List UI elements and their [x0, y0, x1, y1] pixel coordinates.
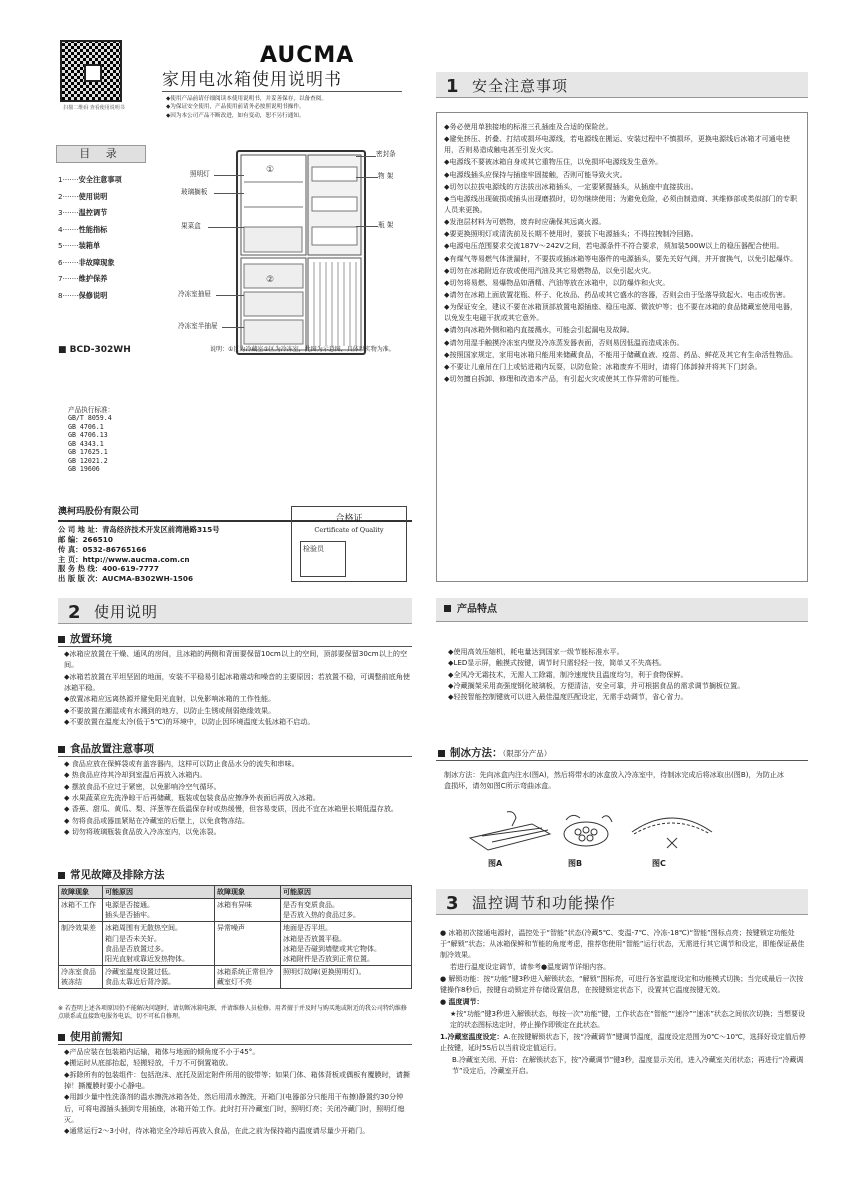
standard-item: GB/T 8059.4 — [68, 414, 112, 423]
faults-heading: 常见故障及排除方法 — [58, 868, 165, 883]
prep-item: ◆用卸少量中性洗涤剂的温水擦洗冰箱各处，然后用清水擦洗，开箱门(电器部分只能用干布擦)静置约30分钟后，可将电源插头插到专用插座，冰箱开始工作。此时打开冷藏室门时，照明灯亮；关闭冷藏门时，照明灯熄灭。 — [64, 1092, 405, 1125]
safety-item: ◆有煤气等易燃气体泄漏时，不要拔或插冰箱等电器件的电源插头，要先关好气阀，并开窗换气，以免引起爆炸。 — [444, 253, 798, 263]
safety-item: ◆请勿向冰箱外侧和箱内直接溅水，可能会引起漏电及故障。 — [444, 325, 634, 335]
feature-item: ◆使用高效压缩机，耗电量达到国家一级节能标准水平。 — [448, 647, 624, 656]
label-seal: 密封条 — [376, 150, 396, 158]
toc-item[interactable]: 2·······使用说明 — [58, 191, 108, 201]
toc-item[interactable]: 6·······非故障现象 — [58, 257, 115, 267]
inspector-box: 检验员 — [300, 541, 346, 577]
section3-intro: 若进行温度设定调节，请参考●温度调节详细内容。 — [450, 962, 611, 971]
quality-certificate — [291, 506, 407, 582]
features-list — [448, 646, 804, 703]
standard-item: GB 17625.1 — [68, 448, 108, 457]
toc-item[interactable]: 1·······安全注意事项 — [58, 175, 122, 184]
fault-causes: 地面是否平坦。 冰箱是否放置平稳。 冰箱是否碰到墙壁或其它物体。 冰箱附件是否放到正常位置。 — [281, 922, 412, 966]
fault-table — [58, 885, 412, 989]
svg-text:①: ① — [266, 165, 275, 175]
safety-item: ◆切勿擅自拆卸、修理和改造本产品，有引起火灾或使其工作异常的可能性。 — [444, 374, 684, 384]
label-door-rack: 物 架 — [378, 172, 394, 180]
safety-item: ◆发泡层材料为可燃物，废弃时应确保其远离火源。 — [444, 217, 606, 226]
toc-item[interactable]: 4·······性能指标 — [58, 224, 108, 234]
header-note: ◆使用产品前请仔细阅读本使用说明书，并妥善保存，以备查阅。 — [166, 96, 327, 102]
ice-tray-a — [470, 812, 550, 850]
feature-item: ◆冷藏搁架采用高强度钢化玻璃板，方便清洁，安全可靠，并可根据食品的需求调节搁板位置。 — [448, 681, 745, 691]
feature-item: ◆全风冷无霜技术，无需人工除霜，制冷速度快且温度均匀，利于食物保鲜。 — [448, 669, 688, 679]
fault-col-header: 可能原因 — [103, 886, 215, 899]
section3-header: 3 温控调节和功能操作 — [436, 889, 808, 915]
placement-item: ◆不要放置在潮湿或有水溅到的地方，以防止生锈或削弱绝缘效果。 — [64, 705, 276, 715]
table-row — [59, 965, 412, 988]
leader-line — [222, 327, 244, 328]
company-row: 传 真：0532-86765166 — [58, 544, 147, 554]
safety-item: ◆电源线插头应保持与插座牢固接触，否则可能导致火灾。 — [444, 169, 627, 179]
food-item: ◆ 香蕉、甜瓜、黄瓜、梨、洋葱等在低温保存时或热缓慢，但容易变质，因此不宜在冰箱里长期低温存放。 — [64, 804, 399, 814]
header-notes — [166, 95, 406, 120]
ice-label-c: 图C — [652, 859, 666, 868]
prep-list — [64, 1046, 416, 1137]
fridge-diagram — [236, 150, 366, 355]
safety-item: ◆请勿用湿手触摸冷冻室内壁及冷冻蒸发器表面，否则易因低温而造成冻伤。 — [444, 337, 684, 347]
placement-item: ◆放置冰箱应远离热源并避免阳光直射，以免影响冰箱的工作性能。 — [64, 694, 276, 704]
food-item: ◆ 热食品应待其冷却到室温后再放入冰箱内。 — [64, 770, 207, 780]
fault-causes: 冷藏室温度设置过低。 食品太靠近后背冷源。 — [103, 965, 215, 988]
label-freezer-drawer: 冷冻室抽屉 — [178, 290, 211, 298]
temp-text: ★按“功能”键3秒进入解锁状态，每按一次“功能”键，工作状态在“智能”“速冷”“速冻”状态之间依次切换；当想要设定的状态图标选定时，停止操作即锁定在此状态。 — [450, 1010, 805, 1030]
safety-item: ◆切勿将易燃、易爆物品如酒精、汽油等放在冰箱中，以防爆炸和火灾。 — [444, 277, 670, 287]
feature-item: ◆轻按智能控制键就可以进入最佳温度匹配设定，无需手动调节，省心省力。 — [448, 692, 688, 702]
step1-text: A.在按键解锁状态下，按“冷藏调节”键调节温度，温度设定范围为0℃～10℃，选择好设定值后停止按键，延时5S后以当前设定值运行。 — [440, 1033, 806, 1053]
subsection-rule — [58, 646, 412, 647]
fault-symptom: 冰箱系统正常但冷藏室灯不亮 — [215, 965, 281, 988]
company-row: 服 务 热 线：400-619-7777 — [58, 564, 159, 574]
fault-col-header: 故障现象 — [59, 886, 103, 899]
section3-body — [440, 928, 808, 1078]
toc-title: 目 录 — [56, 145, 146, 163]
safety-item: ◆按照国家规定，家用电冰箱只能用来储藏食品，不能用于储藏血液、疫苗、药品、鲜花及其它有生命活性物品。 — [444, 349, 798, 359]
standard-item: GB 4343.1 — [68, 439, 104, 448]
safety-item: ◆请勿在冰箱上面放置花瓶、杯子、化妆品、药品或其它盛水的容器，否则会由于坠落导致起火、电击或伤害。 — [444, 290, 790, 300]
header-note: ◆因为本公司产品不断改进，如有变动，恕不另行通知。 — [166, 112, 305, 119]
fault-col-header: 故障现象 — [215, 886, 281, 899]
section2-header: 2 使用说明 — [58, 598, 412, 624]
page-title: 家用电冰箱使用说明书 — [162, 70, 342, 90]
food-list — [64, 758, 416, 837]
leader-line — [356, 226, 378, 227]
food-item: ◆ 水果蔬菜应先洗净晾干后再储藏，瓶装或包装食品应擦净外表面后再放入冰箱。 — [64, 793, 320, 803]
company-row: 公 司 地 址：青岛经济技术开发区前湾港路315号 — [58, 525, 220, 534]
placement-item: ◆不要放置在温度太冷(低于5℃)的环境中，以防止因环境温度太低冰箱不启动。 — [64, 717, 315, 727]
model-number: ■ BCD-302WH — [58, 345, 131, 355]
fault-symptom: 异常噪声 — [215, 922, 281, 966]
safety-item: ◆切勿以拉拔电源线的方法拔出冰箱插头，一定要紧握插头，从插座中直接拔出。 — [444, 181, 698, 191]
safety-item: ◆务必使用单独接地的标准三孔插座及合适的保险丝。 — [444, 122, 613, 131]
company-row: 出 版 版 次：AUCMA-B302WH-1506 — [58, 574, 194, 584]
table-row — [59, 899, 412, 922]
food-item: ◆ 摆放食品不应过于紧密，以免影响冷空气循环。 — [64, 781, 221, 791]
company-name: 澳柯玛股份有限公司 — [58, 507, 140, 517]
fault-symptom: 冰箱不工作 — [59, 899, 103, 922]
leader-line — [214, 175, 244, 176]
toc-list — [58, 172, 168, 304]
fault-causes: 是否有变质食品。 是否放入热的食品过多。 — [281, 899, 412, 922]
safety-item: ◆切勿在冰箱附近存放或使用汽油及其它易燃物品，以免引起火灾。 — [444, 265, 656, 275]
brand-logo: AUCMA — [260, 43, 355, 68]
prep-item: ◆拆除所有的包装组件：包括泡沫、底托及固定附件所用的胶带等；如果门体、箱体背板或偶板有覆膜时，请撕掉！撕覆膜时要小心静电。 — [64, 1069, 410, 1091]
placement-item: ◆冰箱应放置在干燥、通风的房间，且冰箱的两侧和背面要保留10cm以上的空间，顶部要保留30cm以上的空间。 — [64, 649, 408, 670]
safety-item: ◆当电源线出现破损或插头出现磨损时，切勿继续使用；为避免危险，必须由制造商、其维修部或类似部门的专职人员来更换。 — [444, 193, 798, 214]
standards-list — [68, 406, 168, 474]
ice-tray-b — [564, 815, 612, 846]
fault-symptom: 冷冻室食品被冻结 — [59, 965, 103, 988]
safety-item: ◆为保证安全，建议不要在冰箱顶部放置电源插座、稳压电源、微波炉等；也不要在冰箱的食品储藏室使用电器，以免发生电磁干扰或其它意外。 — [444, 302, 798, 323]
standards-heading: 产品执行标准： — [68, 406, 115, 414]
leader-line — [214, 193, 244, 194]
leader-line — [216, 295, 244, 296]
fault-symptom: 制冷效果差 — [59, 922, 103, 966]
fault-causes: 冰箱周围有无散热空间。 箱门是否未关好。 食品是否放置过多。 阳光直射或靠近发热物体。 — [103, 922, 215, 966]
placement-item: ◆冰箱若放置在平坦坚固的地面，安装不平稳易引起冰箱震动和噪音的主要原因；若放置不稳，可调整前底角使冰箱平稳。 — [64, 671, 410, 693]
company-row: 邮 编：266510 — [58, 534, 113, 544]
label-crisper: 果菜盒 — [181, 222, 201, 230]
ice-label-a: 图A — [488, 859, 503, 868]
fault-symptom: 冰箱有异味 — [215, 899, 281, 922]
section1-list — [444, 122, 804, 386]
prep-item: ◆搬运时从底部抬起，轻搬轻放，千万不可倒置箱放。 — [64, 1058, 233, 1068]
safety-item: ◆不要让儿童吊在门上或钻进箱内玩耍，以防危险；冰箱废弃不用时，请将门体卸掉并将其下门封条。 — [444, 361, 762, 371]
label-light: 照明灯 — [190, 170, 210, 178]
fridge-note: 说明：①区为冷藏室②区为冷冻室，此图为示意图，具体以实物为准。 — [210, 346, 395, 353]
safety-item: ◆避免挤压、折叠、打结或损坏电源线，若电源线在搬运、安装过程中不慎损坏，更换电源线后冰箱才可通电使用，否则易造成触电甚至引发火灾。 — [444, 134, 790, 155]
standard-item: GB 12021.2 — [68, 456, 108, 465]
table-row — [59, 922, 412, 966]
standard-item: GB 4706.1 — [68, 422, 104, 431]
header-note: ◆为保证安全使用，产品使用前请务必按照说明书操作。 — [166, 104, 305, 111]
subsection-rule — [58, 756, 412, 757]
label-glass-shelf: 玻璃搁板 — [181, 188, 208, 196]
prep-item: ◆通常运行2～3小时，待冰箱完全冷却后再放入食品，在此之前为保持箱内温度请尽量少开箱门。 — [64, 1126, 370, 1136]
subsection-rule — [436, 760, 808, 761]
step1-title: 1.冷藏室温度设定： — [440, 1033, 504, 1042]
section1-header: 1 安全注意事项 — [436, 72, 808, 98]
safety-item: ◆电源线不要被冰箱自身或其它重物压住，以免损坏电源线发生意外。 — [444, 157, 663, 167]
fault-causes: 电源是否接通。 插头是否插牢。 — [103, 899, 215, 922]
food-item: ◆ 切勿将玻璃瓶装食品放入冷冻室内，以免冻裂。 — [64, 827, 221, 837]
company-info — [58, 525, 288, 584]
fault-col-header: 可能原因 — [281, 886, 412, 899]
fault-note: ※ 若查明上述各项原因仍不能解决问题时，请切断冰箱电源，并请维修人员检修。用者擅于并及时与购买地或附近的我公司特约维修点联系或直接致电服务电话，切不可私自修理。 — [58, 1005, 407, 1021]
standard-item: GB 19606 — [68, 465, 100, 474]
certificate-title: 合格证 — [335, 514, 363, 524]
section3-intro: ● 解锁功能：按“功能”键3秒进入解锁状态，“解锁”图标亮，可进行各室温度设定和功能模式切换；当完成最后一次按键操作8秒后，按键自动锁定并存储设置信息，在按键锁定状态下，设置其它温度按键无效。 — [440, 974, 804, 994]
leader-line — [356, 156, 376, 157]
ice-tray-illustration — [462, 808, 722, 856]
feature-item: ◆LED显示屏，触摸式按键，调节时只需轻轻一按，简单又不失高档。 — [448, 658, 666, 668]
step1b-text: B.冷藏室关闭、开启：在解锁状态下，按“冷藏调节”键3秒，温度显示关闭，进入冷藏室关闭状态；再进行“冷藏调节”设定后，冷藏室开启。 — [452, 1056, 804, 1076]
features-header: 产品特点 — [436, 598, 808, 622]
svg-text:②: ② — [266, 275, 275, 285]
subsection-rule — [58, 1044, 412, 1045]
ice-heading: 制冰方法：（限部分产品） — [438, 746, 551, 761]
title-rule — [162, 91, 402, 92]
toc-item[interactable]: 5·······装箱单 — [58, 241, 101, 250]
leader-line — [208, 227, 244, 228]
food-heading: 食品放置注意事项 — [58, 742, 154, 757]
qr-code — [60, 40, 122, 102]
label-bottle-rack: 瓶 架 — [378, 221, 394, 229]
toc-item[interactable]: 8·······保修说明 — [58, 290, 108, 300]
qr-caption: 扫描二维码 查看使用说明书 — [63, 105, 125, 111]
certificate-subtitle: Certificate of Quality — [314, 526, 384, 535]
standard-item: GB 4706.13 — [68, 431, 108, 440]
placement-heading: 放置环境 — [58, 632, 112, 647]
company-row: 主 页：http://www.aucma.com.cn — [58, 554, 190, 564]
prep-item: ◆产品应装在包装箱内运输，箱体与地面的倾角度不小于45°。 — [64, 1047, 260, 1056]
food-item: ◆ 食品应放在保鲜袋或有盖容器内，这样可以防止食品水分的流失和串味。 — [64, 759, 299, 768]
label-freezer-half-drawer: 冷冻室半抽屉 — [178, 322, 218, 330]
ice-label-b: 图B — [568, 859, 583, 868]
section3-intro: ● 冰箱初次接通电源时，温控处于“智能”状态(冷藏5℃、变温-7℃、冷冻-18℃)“智能”图标点亮；按键锁定功能处于“解锁”状态；从冰箱保鲜和节能的角度考虑，推荐您使用“智能”运行状态，无需进行其它调节和设定，即能保证最佳制冷效果。 — [440, 929, 805, 959]
prep-heading: 使用前需知 — [58, 1030, 123, 1045]
leader-line — [356, 177, 378, 178]
safety-item: ◆要更换照明灯或清洗前及长期不使用时，要拔下电源插头；不得拉拽制冷回路。 — [444, 229, 698, 239]
safety-item: ◆电源电压范围要求交流187V～242V之间，若电源条件不符合要求，须加装500W以上的稳压器配合使用。 — [444, 241, 784, 251]
ice-tray-c — [632, 818, 712, 848]
toc-item[interactable]: 7·······维护保养 — [58, 274, 108, 283]
toc-item[interactable]: 3·······温控调节 — [58, 208, 108, 217]
food-item: ◆ 勿将食品或器皿紧贴在冷藏室的后壁上，以免食物冻结。 — [64, 815, 250, 825]
fridge-drawing — [238, 152, 364, 353]
fault-causes: 照明灯故障(更换照明灯)。 — [281, 965, 412, 988]
ice-text: 制冰方法：先向冰盒内注水(图A)，然后将带水的冰盒放入冷冻室中，待制冰完成后将冰取出(图B)，为防止冰盒损坏，请勿如图C所示弯曲冰盒。 — [444, 770, 785, 790]
temp-heading: ● 温度调节： — [440, 998, 484, 1007]
placement-list — [64, 648, 416, 727]
